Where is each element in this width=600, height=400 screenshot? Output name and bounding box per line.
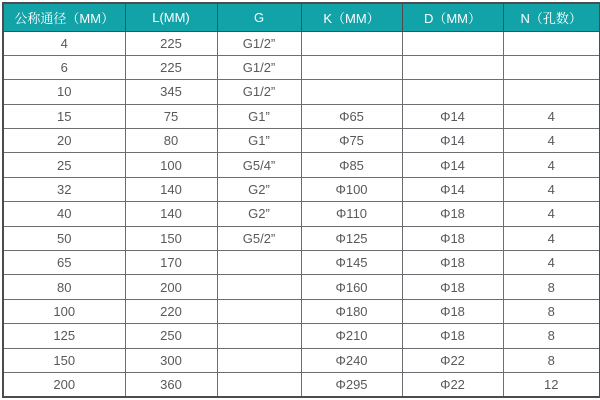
table-cell: 4: [503, 177, 600, 201]
table-cell: Φ100: [301, 177, 402, 201]
table-cell: G2”: [217, 202, 301, 226]
header-nominal-diameter: 公称通径（MM）: [3, 3, 125, 31]
table-cell: 225: [125, 55, 217, 79]
table-row: [3, 299, 600, 323]
table-row: [3, 153, 600, 177]
table-cell: [402, 31, 503, 55]
table-row: [3, 372, 600, 397]
table-row: [3, 31, 600, 55]
table-cell: [217, 348, 301, 372]
table-cell: 4: [503, 153, 600, 177]
table-cell: G1/2”: [217, 31, 301, 55]
table-cell: 125: [3, 324, 125, 348]
table-row: [3, 324, 600, 348]
table-cell: [503, 31, 600, 55]
table-cell: 8: [503, 299, 600, 323]
table-cell: 4: [503, 226, 600, 250]
table-cell: 250: [125, 324, 217, 348]
table-cell: Φ22: [402, 372, 503, 397]
table-cell: Φ18: [402, 324, 503, 348]
table-cell: G1/2”: [217, 80, 301, 104]
table-cell: Φ145: [301, 251, 402, 275]
table-cell: G5/4”: [217, 153, 301, 177]
header-bolt-circle-k: K（MM）: [301, 3, 402, 31]
table-row: [3, 226, 600, 250]
table-cell: 4: [503, 104, 600, 128]
table-cell: Φ14: [402, 104, 503, 128]
table-cell: Φ240: [301, 348, 402, 372]
table-row: [3, 80, 600, 104]
table-cell: 100: [3, 299, 125, 323]
table-cell: Φ14: [402, 177, 503, 201]
table-cell: G1/2”: [217, 55, 301, 79]
table-cell: 10: [3, 80, 125, 104]
table-cell: Φ295: [301, 372, 402, 397]
table-cell: [217, 251, 301, 275]
dimension-spec-table: [2, 2, 600, 398]
header-flange-diameter-d: D（MM）: [402, 3, 503, 31]
table-cell: [301, 31, 402, 55]
table-cell: [217, 275, 301, 299]
table-cell: 200: [3, 372, 125, 397]
table-row: [3, 129, 600, 153]
header-hole-count-n: N（孔数）: [503, 3, 600, 31]
table-cell: 170: [125, 251, 217, 275]
table-cell: 6: [3, 55, 125, 79]
table-cell: 80: [125, 129, 217, 153]
table-cell: 345: [125, 80, 217, 104]
table-cell: 4: [503, 129, 600, 153]
table-cell: Φ18: [402, 251, 503, 275]
table-row: [3, 104, 600, 128]
table-cell: [503, 80, 600, 104]
table-cell: [301, 55, 402, 79]
table-cell: 80: [3, 275, 125, 299]
table-cell: 8: [503, 324, 600, 348]
table-cell: G5/2”: [217, 226, 301, 250]
table-row: [3, 177, 600, 201]
table-cell: Φ18: [402, 275, 503, 299]
table-cell: 15: [3, 104, 125, 128]
table-cell: Φ18: [402, 299, 503, 323]
table-cell: 32: [3, 177, 125, 201]
table-cell: 150: [3, 348, 125, 372]
header-length-l: L(MM): [125, 3, 217, 31]
table-cell: 65: [3, 251, 125, 275]
table-cell: 8: [503, 348, 600, 372]
table-cell: Φ85: [301, 153, 402, 177]
table-cell: 20: [3, 129, 125, 153]
table-cell: 75: [125, 104, 217, 128]
table-cell: G1”: [217, 129, 301, 153]
table-cell: Φ180: [301, 299, 402, 323]
table-cell: 150: [125, 226, 217, 250]
table-cell: Φ18: [402, 202, 503, 226]
table-cell: Φ14: [402, 129, 503, 153]
table-cell: 140: [125, 202, 217, 226]
table-cell: Φ110: [301, 202, 402, 226]
table-cell: 25: [3, 153, 125, 177]
table-cell: [217, 299, 301, 323]
table-cell: G1”: [217, 104, 301, 128]
table-cell: 220: [125, 299, 217, 323]
table-cell: [301, 80, 402, 104]
table-cell: [217, 324, 301, 348]
table-cell: 8: [503, 275, 600, 299]
table-cell: [503, 55, 600, 79]
table-cell: [402, 80, 503, 104]
table-cell: Φ18: [402, 226, 503, 250]
table-cell: 200: [125, 275, 217, 299]
table-row: [3, 251, 600, 275]
table-cell: Φ22: [402, 348, 503, 372]
table-cell: 4: [503, 251, 600, 275]
table-cell: 140: [125, 177, 217, 201]
table-cell: 100: [125, 153, 217, 177]
table-cell: 4: [3, 31, 125, 55]
table-cell: 50: [3, 226, 125, 250]
table-cell: Φ14: [402, 153, 503, 177]
table-row: [3, 55, 600, 79]
table-cell: 360: [125, 372, 217, 397]
table-cell: 40: [3, 202, 125, 226]
table-header-row: [3, 3, 600, 31]
table-cell: 4: [503, 202, 600, 226]
table-cell: Φ160: [301, 275, 402, 299]
table-cell: Φ65: [301, 104, 402, 128]
table-cell: [402, 55, 503, 79]
table-row: [3, 275, 600, 299]
table-row: [3, 202, 600, 226]
table-cell: 12: [503, 372, 600, 397]
table-cell: 300: [125, 348, 217, 372]
table-cell: 225: [125, 31, 217, 55]
table-body: [3, 31, 600, 397]
table-cell: Φ210: [301, 324, 402, 348]
table-cell: G2”: [217, 177, 301, 201]
table-row: [3, 348, 600, 372]
table-cell: [217, 372, 301, 397]
header-thread-g: G: [217, 3, 301, 31]
table-cell: Φ125: [301, 226, 402, 250]
table-cell: Φ75: [301, 129, 402, 153]
